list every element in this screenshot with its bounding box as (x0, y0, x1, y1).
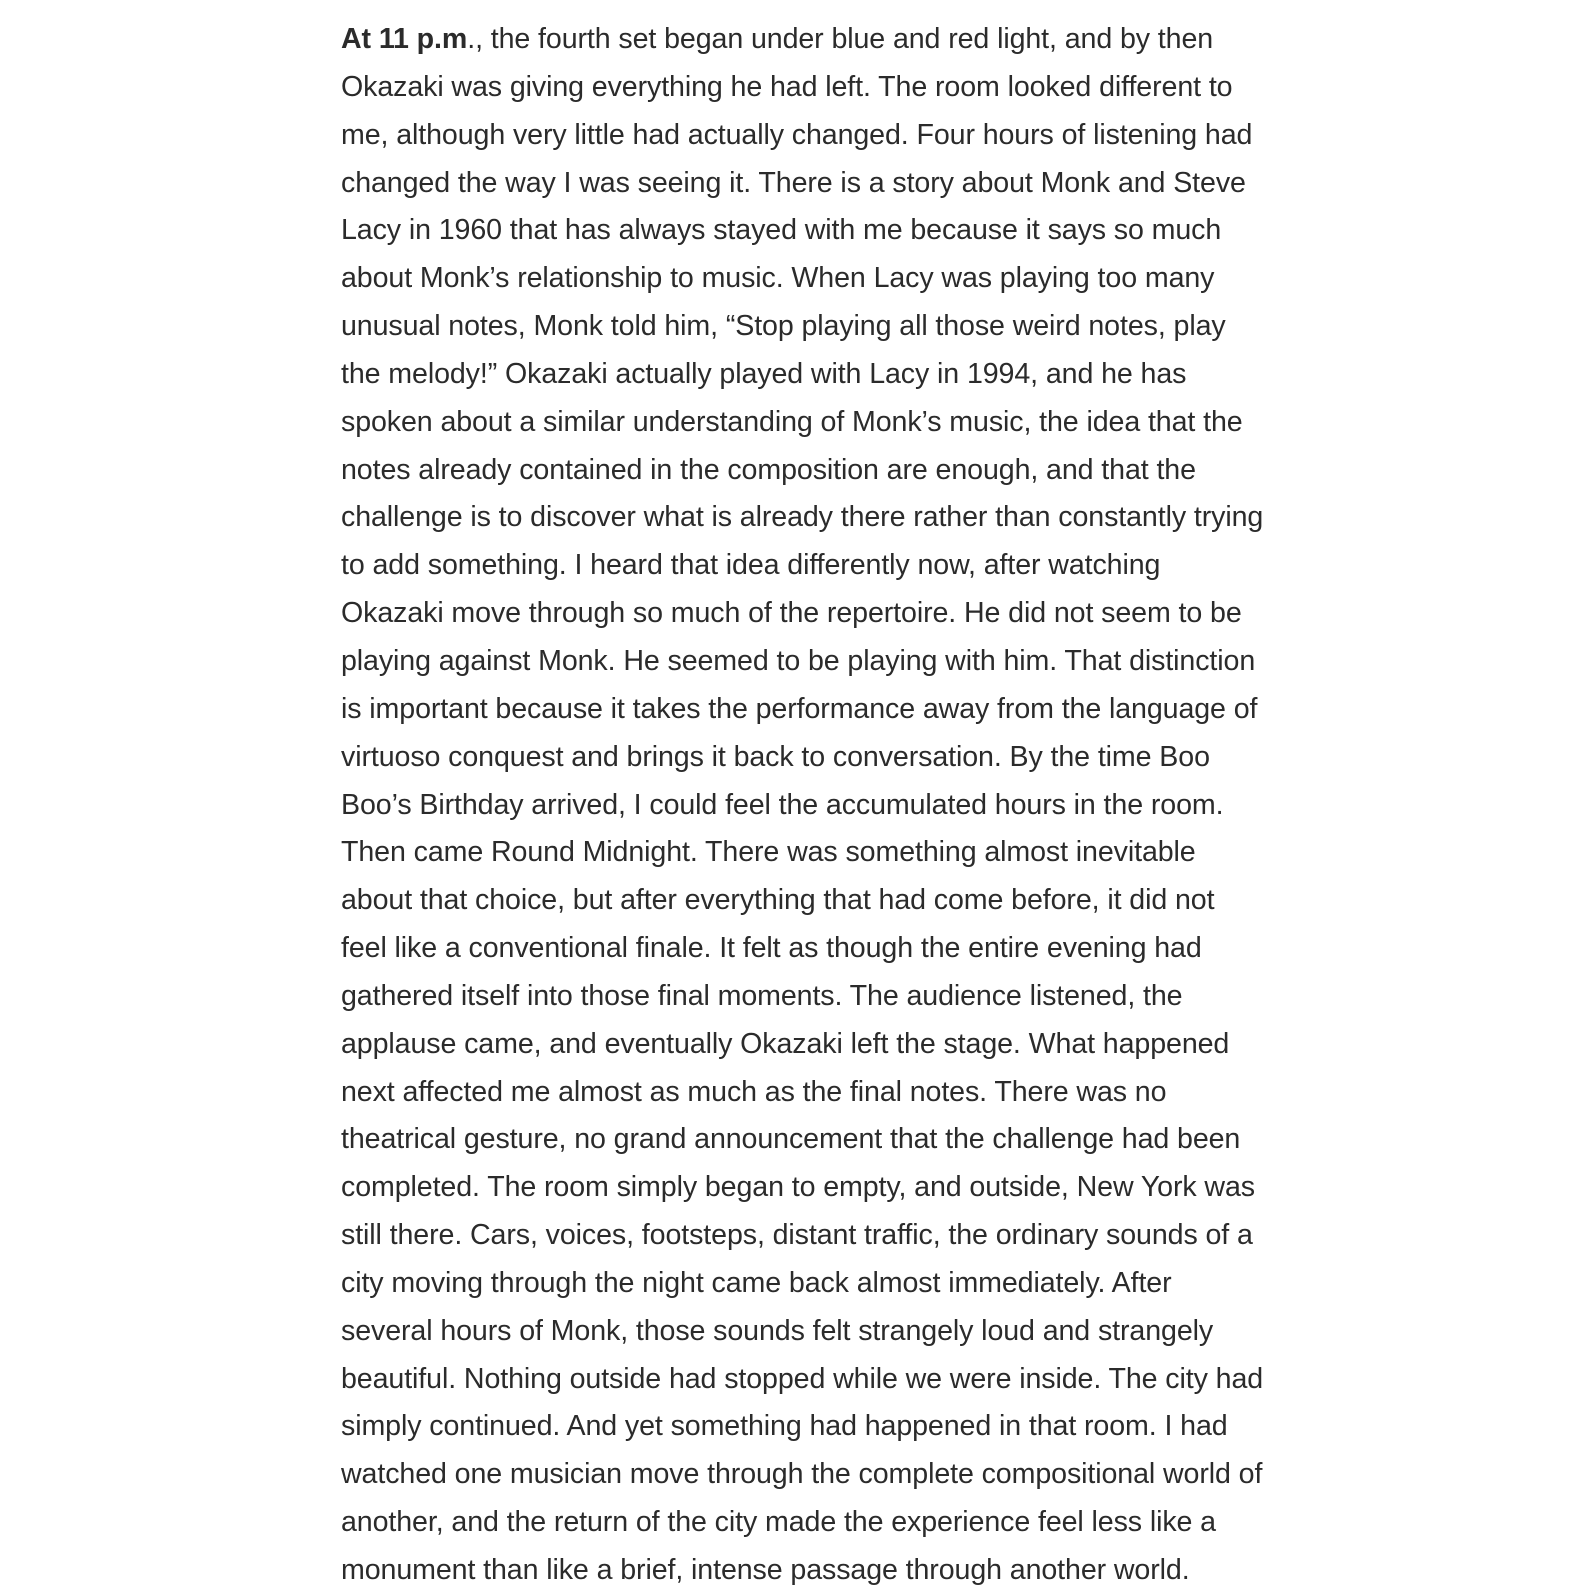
paragraph-line: next affected me almost as much as the final notes. There was no (341, 1075, 1167, 1108)
paragraph-line: challenge is to discover what is already there rather than constantly trying (341, 501, 1264, 534)
paragraph-line: completed. The room simply began to empty, and outside, New York was (341, 1171, 1255, 1204)
paragraph-line: Then came Round Midnight. There was something almost inevitable (341, 836, 1196, 869)
paragraph-line: about Monk’s relationship to music. When Lacy was playing too many (341, 262, 1215, 295)
paragraph-line: still there. Cars, voices, footsteps, distant traffic, the ordinary sounds of a (341, 1219, 1253, 1252)
paragraph-line (341, 16, 1261, 64)
paragraph-line: feel like a conventional finale. It felt as though the entire evening had (341, 932, 1202, 965)
paragraph-line: watched one musician move through the complete compositional world of (341, 1458, 1263, 1491)
paragraph-line: playing against Monk. He seemed to be playing with him. That distinction (341, 644, 1256, 677)
paragraph-line: Lacy in 1960 that has always stayed with me because it says so much (341, 214, 1222, 247)
paragraph-line: notes already contained in the composition are enough, and that the (341, 453, 1196, 486)
paragraph-line: city moving through the night came back almost immediately. After (341, 1266, 1172, 1299)
paragraph-line: monument than like a brief, intense passage through another world. (341, 1554, 1190, 1586)
paragraph-line: simply continued. And yet something had happened in that room. I had (341, 1410, 1228, 1443)
paragraph-line: virtuoso conquest and brings it back to conversation. By the time Boo (341, 740, 1210, 773)
paragraph-line: beautiful. Nothing outside had stopped while we were inside. The city had (341, 1362, 1264, 1395)
lead-phrase: At 11 p.m (341, 23, 468, 55)
paragraph-line: Boo’s Birthday arrived, I could feel the accumulated hours in the room. (341, 788, 1224, 821)
paragraph-line: Okazaki move through so much of the repertoire. He did not seem to be (341, 597, 1242, 630)
paragraph-line: to add something. I heard that idea differently now, after watching (341, 549, 1161, 582)
paragraph-line: spoken about a similar understanding of Monk’s music, the idea that the (341, 405, 1243, 438)
paragraph-line: theatrical gesture, no grand announcement that the challenge had been (341, 1123, 1241, 1156)
paragraph-line: is important because it takes the performance away from the language of (341, 692, 1258, 725)
paragraph-line: me, although very little had actually changed. Four hours of listening had (341, 118, 1253, 151)
paragraph-line: changed the way I was seeing it. There is a story about Monk and Steve (341, 166, 1246, 199)
article-body (341, 16, 1264, 1595)
paragraph-line: unusual notes, Monk told him, “Stop playing all those weird notes, play (341, 310, 1226, 343)
paragraph-line: applause came, and eventually Okazaki left the stage. What happened (341, 1027, 1230, 1060)
paragraph-line: several hours of Monk, those sounds felt strangely loud and strangely (341, 1314, 1214, 1347)
paragraph-line: the melody!” Okazaki actually played with Lacy in 1994, and he has (341, 357, 1187, 390)
line-text: ., the fourth set began under blue and red light, and by then (467, 23, 1214, 55)
paragraph-line: another, and the return of the city made the experience feel less like a (341, 1506, 1216, 1539)
paragraph-line: gathered itself into those final moments. The audience listened, the (341, 979, 1183, 1012)
paragraph-line: about that choice, but after everything that had come before, it did not (341, 884, 1215, 917)
paragraph-line: Okazaki was giving everything he had left. The room looked different to (341, 70, 1233, 103)
